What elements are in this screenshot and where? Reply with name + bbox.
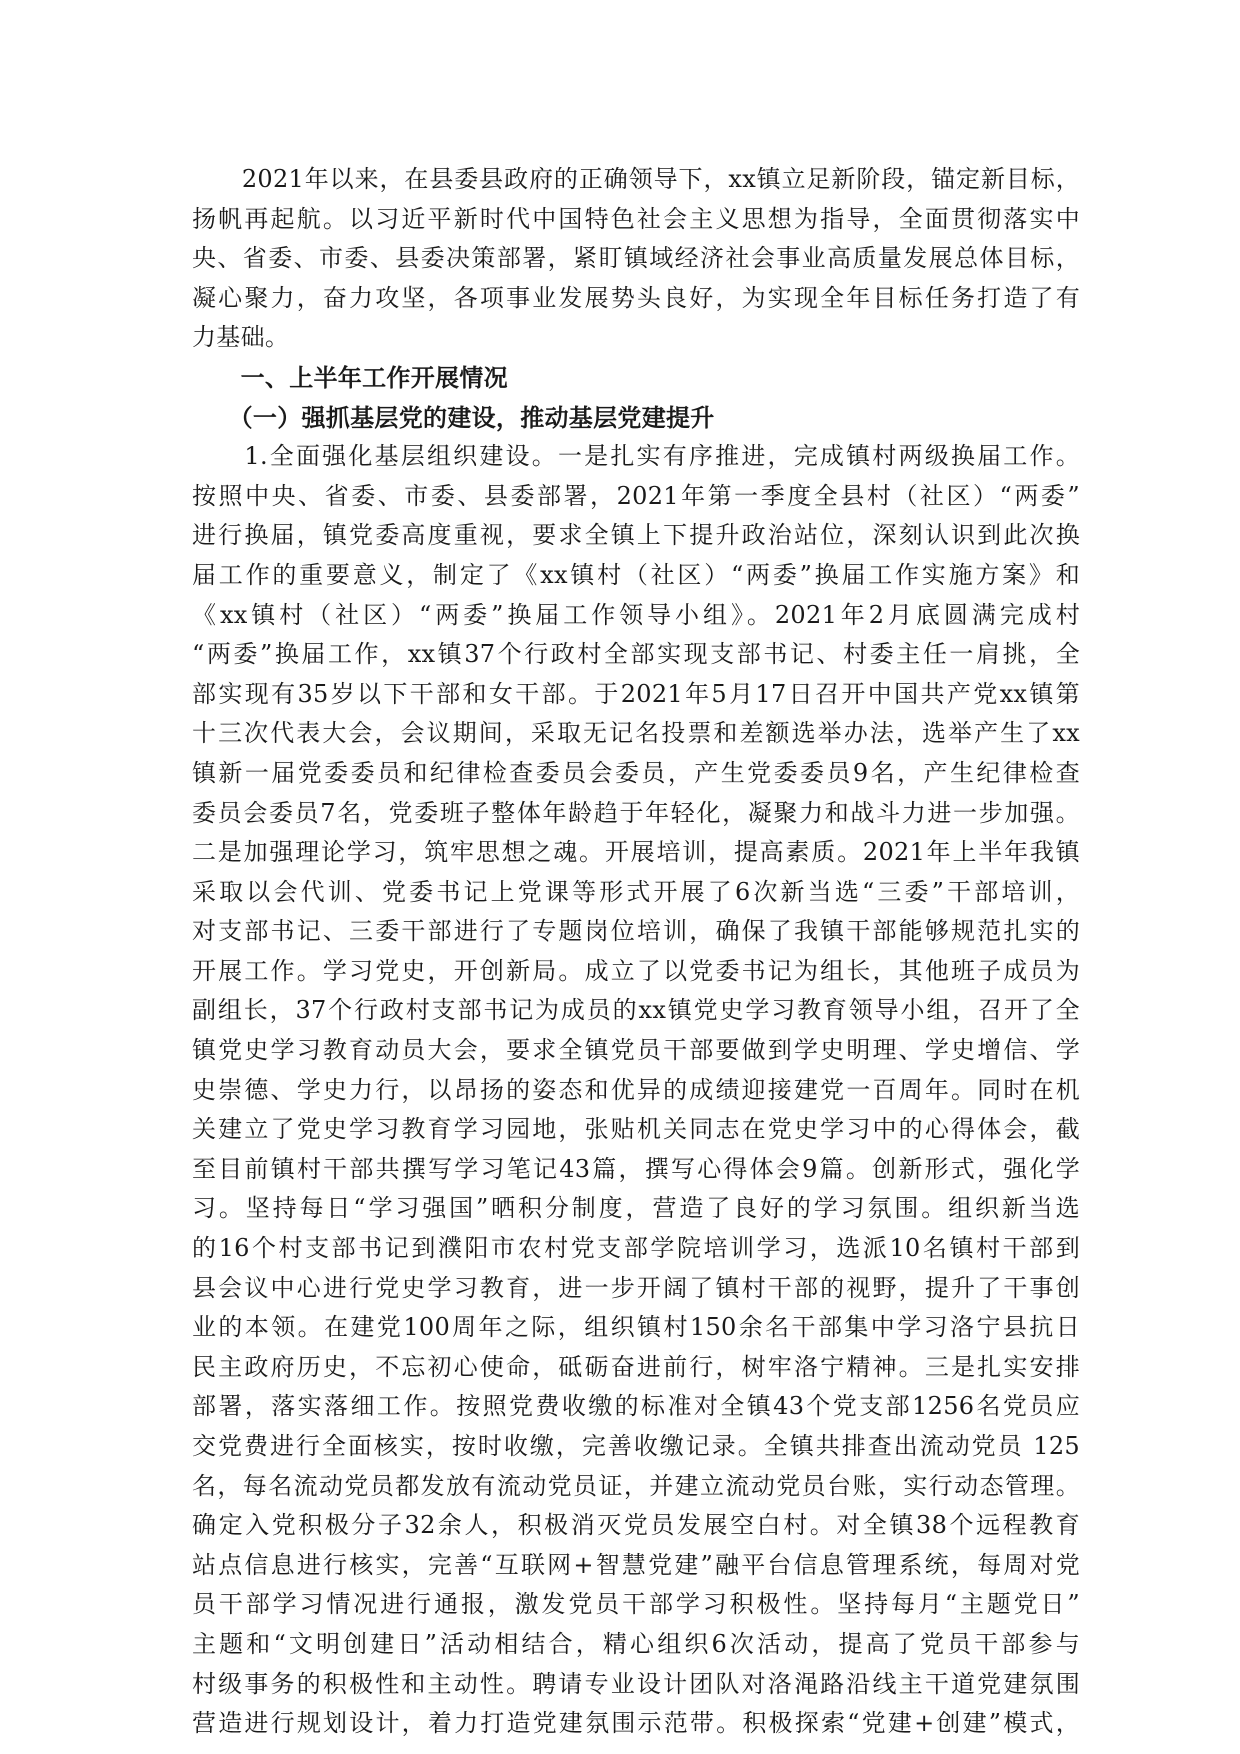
text-line: 交党费进行全面核实，按时收缴，完善收缴记录。全镇共排查出流动党员 125: [192, 1432, 1080, 1460]
text-line: 届工作的重要意义，制定了《xx镇村（社区）“两委”换届工作实施方案》和: [192, 560, 1080, 589]
intro-paragraph: [192, 160, 1080, 358]
text-line: 县会议中心进行党史学习教育，进一步开阔了镇村干部的视野，提升了干事创: [192, 1273, 1080, 1302]
text-line: 十三次代表大会，会议期间，采取无记名投票和差额选举办法，选举产生了xx: [192, 719, 1080, 748]
text-line: 镇新一届党委委员和纪律检查委员会委员，产生党委委员9名，产生纪律检查: [192, 758, 1080, 787]
text-line: 关建立了党史学习教育学习园地，张贴机关同志在党史学习中的心得体会，截: [192, 1115, 1080, 1144]
text-line: 二是加强理论学习，筑牢思想之魂。开展培训，提高素质。2021年上半年我镇: [192, 838, 1080, 867]
text-line: “两委”换届工作，xx镇37个行政村全部实现支部书记、村委主任一肩挑，全: [192, 640, 1080, 669]
text-line: 村级事务的积极性和主动性。聘请专业设计团队对洛渑路沿线主干道党建氛围: [192, 1669, 1080, 1698]
subsection-heading: （一）强抓基层党的建设，推动基层党建提升: [192, 402, 715, 432]
text-line: 开展工作。学习党史，开创新局。成立了以党委书记为组长，其他班子成员为: [192, 956, 1080, 985]
text-line: 副组长，37个行政村支部书记为成员的xx镇党史学习教育领导小组，召开了全: [192, 996, 1080, 1025]
text-line: 史崇德、学史力行，以昂扬的姿态和优异的成绩迎接建党一百周年。同时在机: [192, 1075, 1080, 1104]
text-line: 至目前镇村干部共撰写学习笔记43篇，撰写心得体会9篇。创新形式，强化学: [192, 1154, 1080, 1183]
text-line: 1.全面强化基层组织建设。一是扎实有序推进，完成镇村两级换届工作。: [192, 442, 1080, 471]
section-heading: 一、上半年工作开展情况: [192, 362, 508, 392]
text-line: 镇党史学习教育动员大会，要求全镇党员干部要做到学史明理、学史增信、学: [192, 1036, 1080, 1065]
text-line: 按照中央、省委、市委、县委部署，2021年第一季度全县村（社区）“两委”: [192, 481, 1080, 510]
text-line: 2021年以来，在县委县政府的正确领导下，xx镇立足新阶段，锚定新目标，: [192, 165, 1080, 193]
text-line: 部署，落实落细工作。按照党费收缴的标准对全镇43个党支部1256名党员应: [192, 1392, 1080, 1421]
text-line: 站点信息进行核实，完善“互联网+智慧党建”融平台信息管理系统，每周对党: [192, 1550, 1080, 1579]
text-line: 进行换届，镇党委高度重视，要求全镇上下提升政治站位，深刻认识到此次换: [192, 521, 1080, 550]
text-line: 力基础。: [192, 323, 290, 352]
text-line: 业的本领。在建党100周年之际，组织镇村150余名干部集中学习洛宁县抗日: [192, 1313, 1080, 1342]
text-line: 扬帆再起航。以习近平新时代中国特色社会主义思想为指导，全面贯彻落实中: [192, 204, 1080, 233]
text-line: 委员会委员7名，党委班子整体年龄趋于年轻化，凝聚力和战斗力进一步加强。: [192, 798, 1080, 827]
text-line: 营造进行规划设计，着力打造党建氛围示范带。积极探索“党建+创建”模式，: [192, 1709, 1080, 1738]
text-line: 名，每名流动党员都发放有流动党员证，并建立流动党员台账，实行动态管理。: [192, 1471, 1080, 1500]
text-line: 央、省委、市委、县委决策部署，紧盯镇域经济社会事业高质量发展总体目标，: [192, 244, 1080, 273]
text-line: 对支部书记、三委干部进行了专题岗位培训，确保了我镇干部能够规范扎实的: [192, 917, 1080, 946]
text-line: 民主政府历史，不忘初心使命，砥砺奋进前行，树牢洛宁精神。三是扎实安排: [192, 1352, 1080, 1381]
text-line: 的16个村支部书记到濮阳市农村党支部学院培训学习，选派10名镇村干部到: [192, 1234, 1080, 1263]
body-paragraph: [192, 437, 1080, 1744]
text-line: 采取以会代训、党委书记上党课等形式开展了6次新当选“三委”干部培训，: [192, 877, 1080, 906]
document-body: [192, 160, 1080, 1744]
text-line: 部实现有35岁以下干部和女干部。于2021年5月17日召开中国共产党xx镇第: [192, 679, 1080, 708]
text-line: 员干部学习情况进行通报，激发党员干部学习积极性。坚持每月“主题党日”: [192, 1590, 1080, 1619]
text-line: 主题和“文明创建日”活动相结合，精心组织6次活动，提高了党员干部参与: [192, 1629, 1080, 1658]
text-line: 凝心聚力，奋力攻坚，各项事业发展势头良好，为实现全年目标任务打造了有: [192, 283, 1080, 312]
text-line: 习。坚持每日“学习强国”晒积分制度，营造了良好的学习氛围。组织新当选: [192, 1194, 1080, 1223]
text-line: 确定入党积极分子32余人，积极消灭党员发展空白村。对全镇38个远程教育: [192, 1511, 1080, 1540]
text-line: 《xx镇村（社区）“两委”换届工作领导小组》。2021年2月底圆满完成村: [192, 600, 1080, 629]
